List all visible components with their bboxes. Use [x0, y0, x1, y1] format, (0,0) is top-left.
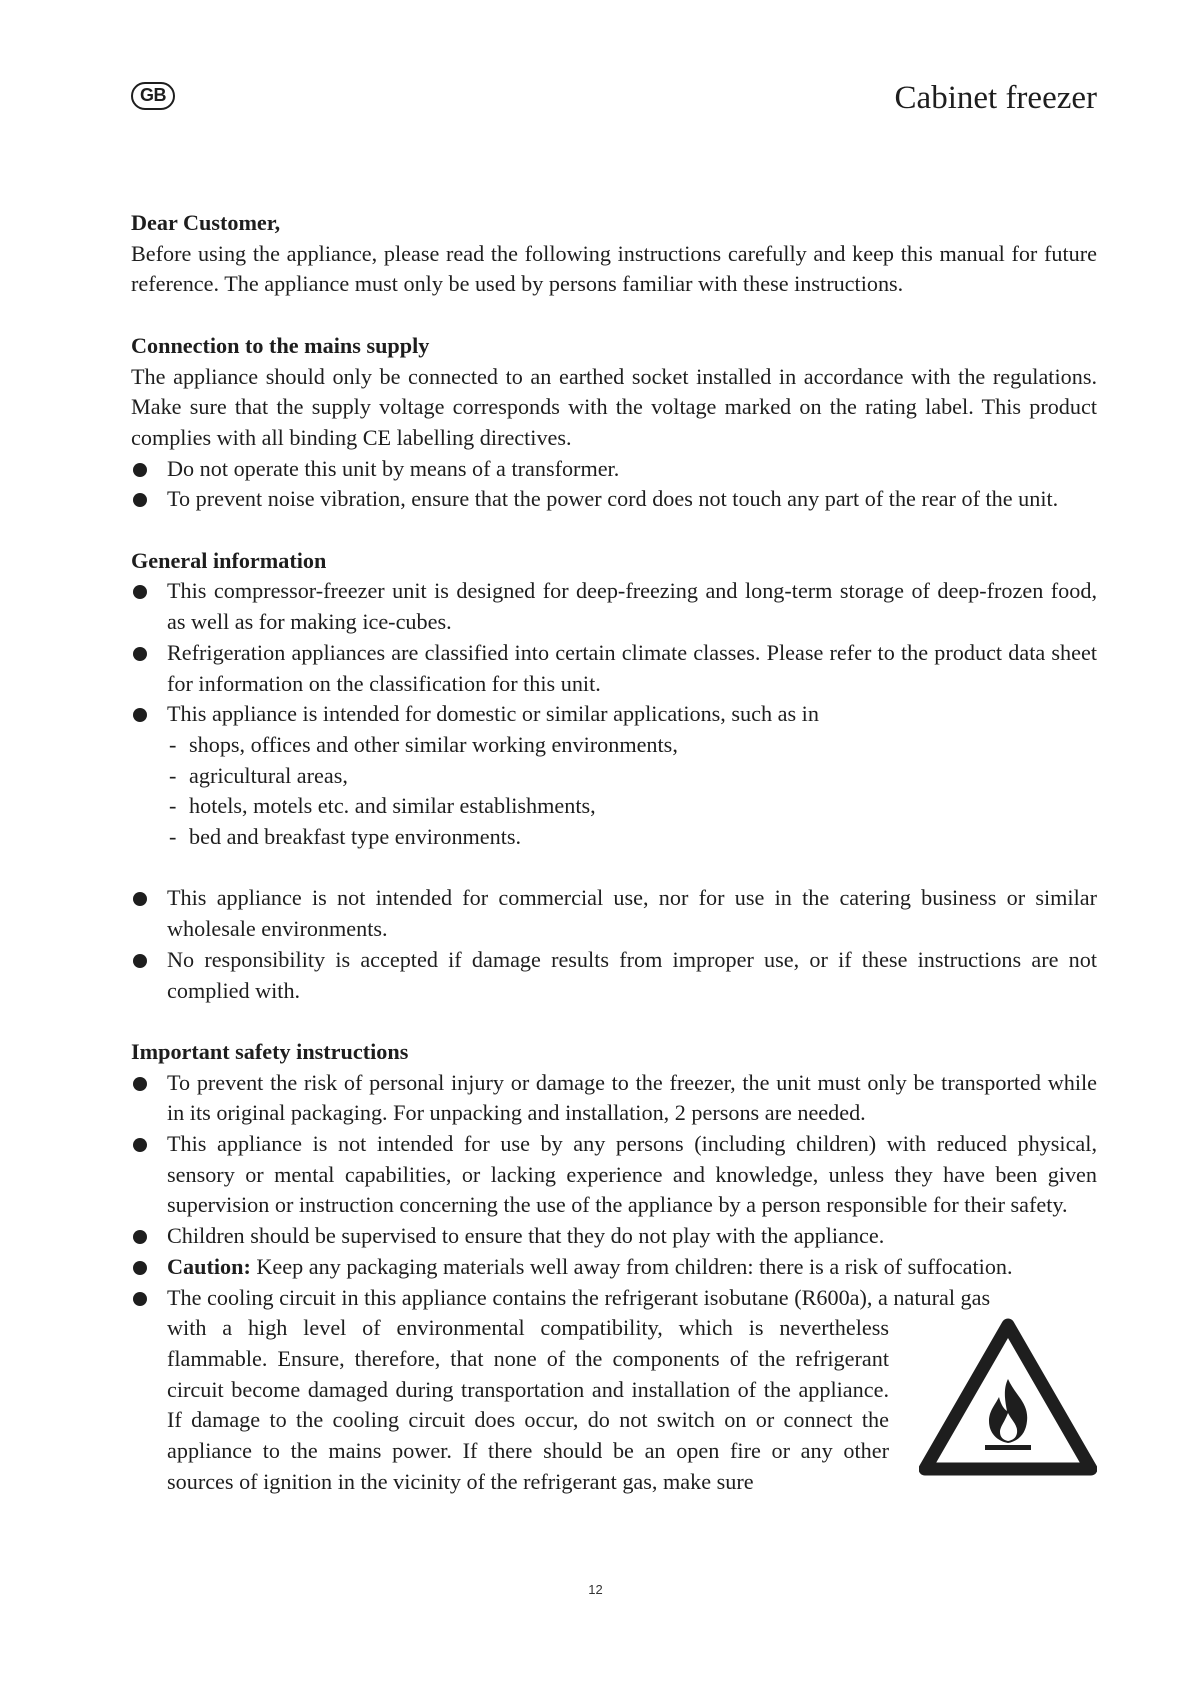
list-item: No responsibility is accepted if damage results from improper use, or if these instructions are not complied with.	[131, 945, 1097, 1006]
list-item	[131, 1283, 1097, 1498]
mains-supply-heading: Connection to the mains supply	[131, 332, 430, 358]
list-item: Refrigeration appliances are classified into certain climate classes. Please refer to the product data sheet for information on the classification for this unit.	[131, 638, 1097, 699]
manual-content	[131, 208, 1097, 1497]
general-info-list	[131, 576, 1097, 852]
refrigerant-first-line: The cooling circuit in this appliance contains the refrigerant isobutane (R600a), a natural gas	[167, 1284, 991, 1310]
refrigerant-paragraph: with a high level of environmental compatibility, which is nevertheless flammable. Ensure, therefore, that none of the components of the refrigerant circuit become damaged during transportation and installation of the appliance. If damage to the cooling circuit does occur, do not switch on or connect the appliance to the mains power. If there should be an open fire or any other sources of ignition in the vicinity of the refrigerant gas, make sure	[167, 1315, 889, 1494]
safety-list	[131, 1068, 1097, 1498]
list-item-text: This appliance is intended for domestic or similar applications, such as in	[167, 701, 819, 727]
general-info-heading: General information	[131, 547, 327, 573]
general-info-list-continued	[131, 883, 1097, 1006]
list-item: This compressor-freezer unit is designed for deep-freezing and long-term storage of deep-frozen food, as well as for making ice-cubes.	[131, 576, 1097, 637]
mains-supply-paragraph: The appliance should only be connected to an earthed socket installed in accordance with the regulations. Make sure that the supply voltage corresponds with the voltage marked on the rating label. This product complies with all binding CE labelling directives.	[131, 363, 1097, 450]
sub-list-item: - bed and breakfast type environments.	[167, 822, 1097, 853]
page-number: 12	[588, 1582, 603, 1597]
document-title: Cabinet freezer	[894, 80, 1097, 116]
intro-paragraph: Before using the appliance, please read the following instructions carefully and keep this manual for future reference. The appliance must only be used by persons familiar with these instructions.	[131, 240, 1097, 297]
list-item	[131, 1252, 1097, 1283]
list-item: To prevent noise vibration, ensure that the power cord does not touch any part of the rear of the unit.	[131, 484, 1097, 515]
page-header	[131, 78, 1097, 128]
greeting: Dear Customer,	[131, 210, 281, 235]
list-item: This appliance is not intended for commercial use, nor for use in the catering business or similar wholesale environments.	[131, 883, 1097, 944]
application-sublist	[167, 730, 1097, 853]
caution-text: Keep any packaging materials well away from children: there is a risk of suffocation.	[250, 1253, 1013, 1279]
sub-list-item: - shops, offices and other similar working environments,	[167, 730, 1097, 761]
sub-list-item: - hotels, motels etc. and similar establishments,	[167, 791, 1097, 822]
flammable-warning-icon	[919, 1317, 1097, 1479]
country-badge: GB	[131, 82, 175, 110]
caution-label: Caution:	[167, 1253, 251, 1279]
safety-heading: Important safety instructions	[131, 1038, 409, 1064]
list-item	[131, 699, 1097, 853]
list-item: This appliance is not intended for use by any persons (including children) with reduced physical, sensory or mental capabilities, or lacking experience and knowledge, unless they have been given supervision or instruction concerning the use of the appliance by a person responsible for their safety.	[131, 1129, 1097, 1221]
list-item: Children should be supervised to ensure that they do not play with the appliance.	[131, 1221, 1097, 1252]
mains-supply-list	[131, 454, 1097, 515]
list-item: Do not operate this unit by means of a transformer.	[131, 454, 1097, 485]
list-item: To prevent the risk of personal injury or damage to the freezer, the unit must only be transported while in its original packaging. For unpacking and installation, 2 persons are needed.	[131, 1068, 1097, 1129]
sub-list-item: - agricultural areas,	[167, 761, 1097, 792]
